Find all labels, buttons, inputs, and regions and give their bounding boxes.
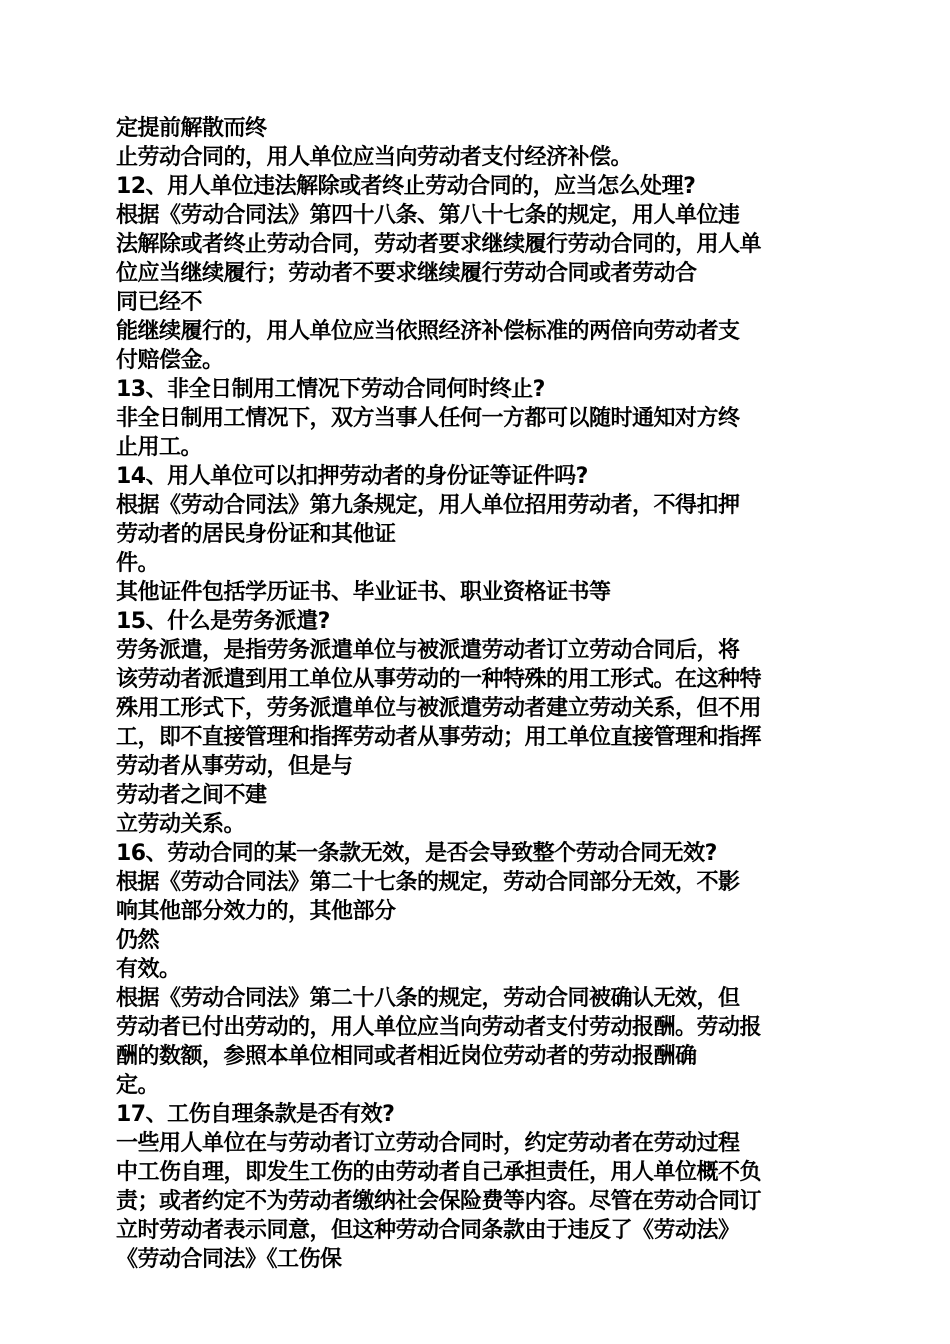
text-line: 劳动者从事劳动，但是与 [116,754,353,779]
text-line: 付赔偿金。 [116,348,224,373]
text-line: 根据《劳动合同法》第二十七条的规定，劳动合同部分无效，不影 [116,870,740,895]
text-line: 殊用工形式下，劳务派遣单位与被派遣劳动者建立劳动关系，但不用 [116,696,762,721]
text-line: 同已经不 [116,290,203,315]
text-line: 根据《劳动合同法》第二十八条的规定，劳动合同被确认无效，但 [116,986,740,1011]
text-line: 定提前解散而终 [116,116,267,141]
text-line: 《劳动合同法》《工伤保 [116,1247,342,1272]
text-line: 其他证件包括学历证书、毕业证书、职业资格证书等 [116,580,611,605]
text-line: 止劳动合同的，用人单位应当向劳动者支付经济补偿。 [116,145,633,170]
text-line: 仍然 [116,928,160,953]
question-heading: 13、非全日制用工情况下劳动合同何时终止? [116,377,545,402]
text-line: 劳动者的居民身份证和其他证 [116,522,396,547]
text-line: 中工伤自理，即发生工伤的由劳动者自己承担责任，用人单位概不负 [116,1160,762,1185]
text-line: 法解除或者终止劳动合同，劳动者要求继续履行劳动合同的，用人单 [116,232,762,257]
question-heading: 16、劳动合同的某一条款无效，是否会导致整个劳动合同无效? [116,841,717,866]
text-line: 止用工。 [116,435,203,460]
text-line: 一些用人单位在与劳动者订立劳动合同时，约定劳动者在劳动过程 [116,1131,740,1156]
text-line: 责；或者约定不为劳动者缴纳社会保险费等内容。尽管在劳动合同订 [116,1189,762,1214]
text-line: 劳务派遣，是指劳务派遣单位与被派遣劳动者订立劳动合同后，将 [116,638,740,663]
text-line: 位应当继续履行；劳动者不要求继续履行劳动合同或者劳动合 [116,261,697,286]
text-line: 有效。 [116,957,181,982]
text-line: 酬的数额，参照本单位相同或者相近岗位劳动者的劳动报酬确 [116,1044,697,1069]
text-line: 劳动者已付出劳动的，用人单位应当向劳动者支付劳动报酬。劳动报 [116,1015,762,1040]
question-heading: 12、用人单位违法解除或者终止劳动合同的，应当怎么处理? [116,174,696,199]
text-line: 立劳动关系。 [116,812,246,837]
text-line: 根据《劳动合同法》第九条规定，用人单位招用劳动者，不得扣押 [116,493,740,518]
question-heading: 17、工伤自理条款是否有效? [116,1102,395,1127]
document-body [116,114,846,1274]
text-line: 立时劳动者表示同意，但这种劳动合同条款由于违反了《劳动法》 [116,1218,740,1243]
text-line: 件。 [116,551,160,576]
text-line: 响其他部分效力的，其他部分 [116,899,396,924]
question-heading: 15、什么是劳务派遣? [116,609,330,634]
text-line: 劳动者之间不建 [116,783,267,808]
text-line: 能继续履行的，用人单位应当依照经济补偿标准的两倍向劳动者支 [116,319,740,344]
text-line: 根据《劳动合同法》第四十八条、第八十七条的规定，用人单位违 [116,203,740,228]
question-heading: 14、用人单位可以扣押劳动者的身份证等证件吗? [116,464,588,489]
text-line: 非全日制用工情况下，双方当事人任何一方都可以随时通知对方终 [116,406,740,431]
text-line: 工，即不直接管理和指挥劳动者从事劳动；用工单位直接管理和指挥 [116,725,762,750]
text-line: 该劳动者派遣到用工单位从事劳动的一种特殊的用工形式。在这种特 [116,667,762,692]
text-line: 定。 [116,1073,160,1098]
